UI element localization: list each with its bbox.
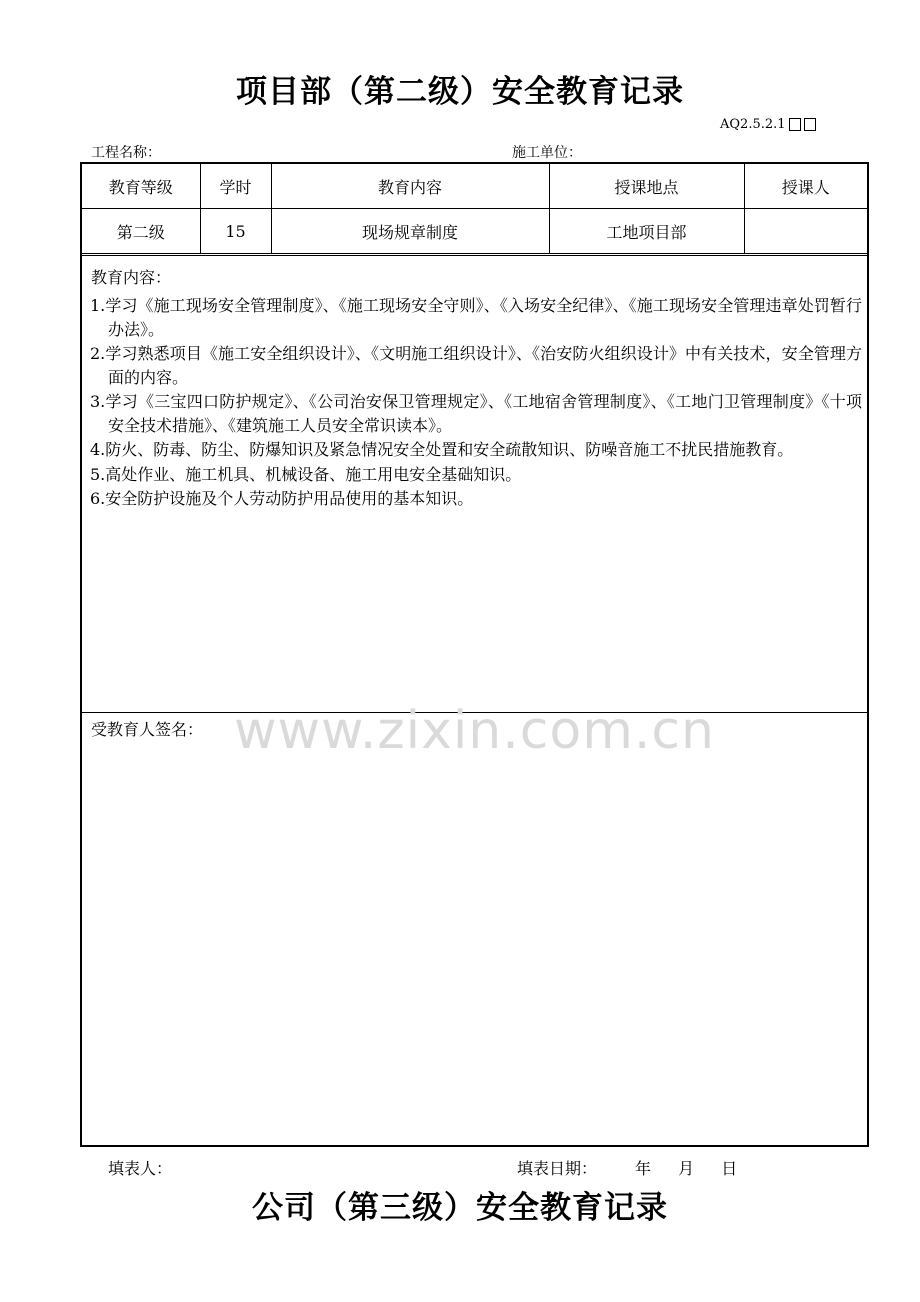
page-title: 项目部（第二级）安全教育记录	[236, 74, 684, 110]
cell-content: 现场规章制度	[271, 209, 549, 254]
list-item: 5.高处作业、施工机具、机械设备、施工用电安全基础知识。	[90, 464, 522, 484]
header-location: 授课地点	[549, 164, 744, 209]
header-hours: 学时	[200, 164, 271, 209]
fill-date-label: 填表日期：	[517, 1159, 598, 1178]
checkbox-square-2	[804, 118, 816, 131]
next-page-title: 公司（第三级）安全教育记录	[252, 1190, 668, 1226]
cell-hours: 15	[200, 209, 271, 254]
table-row	[82, 209, 867, 254]
header-content: 教育内容	[271, 164, 549, 209]
record-form	[80, 162, 869, 1147]
construction-unit-label: 施工单位：	[512, 145, 582, 161]
cell-location: 工地项目部	[549, 209, 744, 254]
table-header-row	[82, 164, 867, 209]
content-label: 教育内容：	[91, 268, 172, 287]
signature-label: 受教育人签名：	[91, 720, 204, 739]
list-item: 4.防火、防毒、防尘、防爆知识及紧急情况安全处置和安全疏散知识、防噪音施工不扰民措施教育。	[90, 440, 794, 459]
list-item: 1.学习《施工现场安全管理制度》、《施工现场安全守则》、《入场安全纪律》、《施工现场安全管理违章处罚暂行办法》。	[90, 296, 862, 339]
project-name-label: 工程名称：	[91, 145, 161, 161]
cell-level: 第二级	[82, 209, 200, 254]
header-lecturer: 授课人	[744, 164, 867, 209]
cell-lecturer[interactable]	[744, 209, 867, 254]
list-item: 6.安全防护设施及个人劳动防护用品使用的基本知识。	[90, 489, 474, 508]
document-code-text: AQ2.5.2.1	[720, 117, 786, 132]
watermark: www.zixin.com.cn	[234, 701, 715, 761]
content-list	[90, 294, 862, 512]
fill-date-units: 年 月 日	[635, 1159, 738, 1178]
checkbox-square-1	[789, 118, 801, 131]
document-code	[720, 117, 816, 132]
header-level: 教育等级	[82, 164, 200, 209]
list-item: 2.学习熟悉项目《施工安全组织设计》、《文明施工组织设计》、《治安防火组织设计》中有关技术，安全管理方面的内容。	[90, 344, 862, 387]
list-item: 3.学习《三宝四口防护规定》、《公司治安保卫管理规定》、《工地宿舍管理制度》、《工地门卫管理制度》《十项安全技术措施》、《建筑施工人员安全常识读本》。	[90, 392, 862, 435]
fill-date	[517, 1156, 737, 1179]
filler-label: 填表人：	[108, 1159, 173, 1178]
education-table	[82, 164, 867, 254]
